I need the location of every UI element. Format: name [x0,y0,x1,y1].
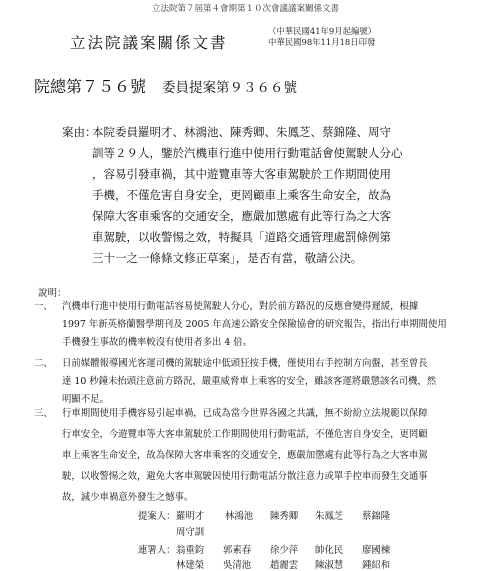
cosigner-name: 趙麗雲 [270,560,299,571]
numbering-info [268,26,376,48]
cosigner-name: 鍾紹和 [362,560,391,571]
proposal-number: 委員提案第９３６６號 [162,80,298,96]
session-header: 立法院第７屆第４會期第１０次會議議案關係文書 [151,4,339,14]
document-title: 立法院議案關係文書 [70,34,228,52]
sponsor-name: 羅明才 [176,511,205,522]
item-number: 一、 [34,301,53,312]
item-number: 二、 [34,358,53,369]
reason-label: 案由： [62,125,97,139]
cosigner-name: 廖國棟 [362,545,391,556]
general-number: 院總第７５６號 [34,77,147,96]
cosigner-name: 陳淑慧 [315,560,344,571]
item-number: 三、 [34,408,53,419]
sponsor-name: 林鴻池 [225,511,254,522]
cosigners-label: 連署人： [138,545,176,556]
sponsor-name: 蔡錦隆 [362,511,391,522]
print-date: 中華民國98年11月18日印發 [268,37,376,47]
explanation-item [34,355,436,409]
item-line: 故，減少車禍意外發生之憾事。 [62,492,194,503]
item-line: 行車安全，今遊覽車等大客車駕駛於工作期間使用行動電話，不僅危害自身安全，更罔顧 [62,429,428,440]
document-number [34,74,297,97]
cosigner-name: 郭素春 [223,545,252,556]
sponsor-name: 周守訓 [176,527,205,538]
reason-line: 車駕駛，以收警惕之效，特擬具「道路交通管理處罰條例第 [92,230,391,244]
item-line: 日前媒體報導國光客運司機的駕駛途中低頭狂按手機，僅使用右手控制方向盤，甚至曾長 [62,358,428,369]
reason-line: 保障大客車乘客的交通安全，應嚴加懲處有此等行為之大客 [92,209,391,223]
cosigner-name: 徐少萍 [270,545,299,556]
established-date: （中華民國41年9月起編號） [268,26,377,36]
cosigner-name: 林建榮 [176,560,205,571]
sponsors-label: 提案人： [138,511,176,522]
item-line: 達 10 秒鐘未抬頭注意前方路況，嚴重威脅車上乘客的安全，雖該客運將嚴懲該名司機，然 [62,376,437,387]
item-line: 車上乘客生命安全，故為保障大客車乘客的交通安全，應嚴加懲處有此等行為之大客車駕 [62,450,428,461]
explanation-item [34,298,447,352]
item-line: 駛，以收警惕之效，避免大客車駕駛因使用行動電話分散注意力或單手控車而發生交通事 [62,471,428,482]
cosigner-name: 吳清池 [223,560,252,571]
reason-line: 三十一之一條條文修正草案」，是否有當，敬請公決。 [92,251,363,265]
reason-line: ，容易引發車禍，其中遊覽車等大客車駕駛於工作期間使用 [92,167,391,181]
item-line: 行車期間使用手機容易引起車禍，已成為當今世界各國之共識，無不紛紛立法規範以保障 [62,408,428,419]
item-line: 1997 年新英格蘭醫學期刊及 2005 年高速公路安全保險協會的研究報告，指出行車期間使用 [62,319,447,330]
sponsor-name: 朱鳳芝 [315,511,344,522]
cosigner-name: 帥化民 [315,545,344,556]
reason-line: 訓等２９人，鑒於汽機車行進中使用行動電話會使駕駛人分心 [92,146,403,160]
explanation-label: 說明： [38,288,67,299]
cosigner-name: 翁重鈞 [176,545,205,556]
item-line: 手機發生事故的機率較沒有使用者多出 4 倍。 [62,337,253,348]
explanation-item [34,403,428,508]
reason-line: 手機，不僅危害自身安全，更罔顧車上乘客生命安全，故為 [92,188,391,202]
reason-line: 本院委員羅明才、林鴻池、陳秀卿、朱鳳芝、蔡錦隆、周守 [92,125,391,139]
sponsor-name: 陳秀卿 [270,511,299,522]
item-line: 明顯不足。 [62,394,109,405]
item-line: 汽機車行進中使用行動電話容易使駕駛人分心，對於前方路況的反應會變得遲緩，根據 [62,301,419,312]
reason-section [62,122,442,269]
